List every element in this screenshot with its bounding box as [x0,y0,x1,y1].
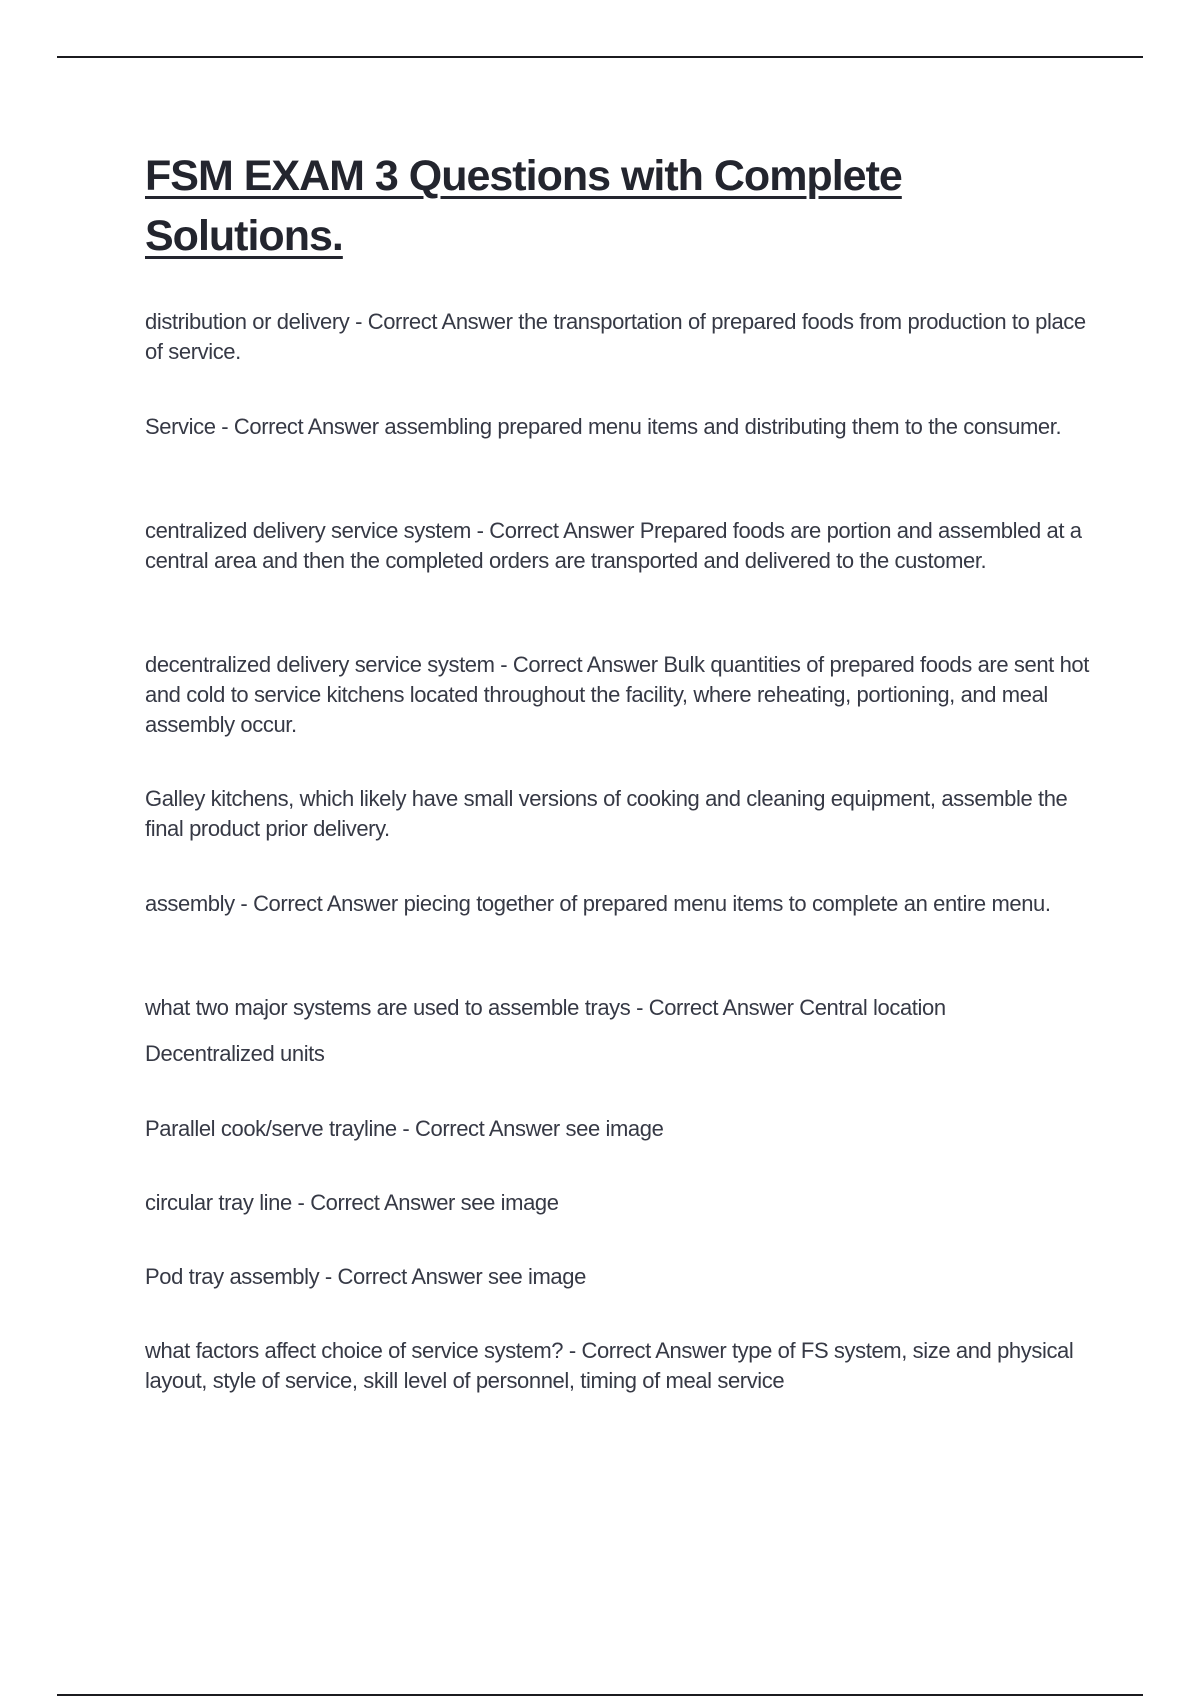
qa-entry-parallel-trayline: Parallel cook/serve trayline - Correct Answer see image [145,1116,664,1141]
qa-entry-galley-kitchens: Galley kitchens, which likely have small versions of cooking and cleaning equipment, assemble the final product prior delivery. [145,786,1068,841]
qa-entry-decentralized: decentralized delivery service system - Correct Answer Bulk quantities of prepared foods are sent hot and cold to service kitchens located throughout the facility, where reheating, portioning, and meal assembly occur. [145,652,1089,737]
qa-entry-service: Service - Correct Answer assembling prepared menu items and distributing them to the consumer. [145,414,1062,439]
qa-entry-distribution: distribution or delivery - Correct Answer the transportation of prepared foods from production to place of service. [145,309,1086,364]
qa-entry-pod-tray-assembly: Pod tray assembly - Correct Answer see image [145,1264,586,1289]
top-rule [57,56,1143,58]
document-title: FSM EXAM 3 Questions with Complete Solutions. [145,152,902,260]
qa-entry-centralized: centralized delivery service system - Correct Answer Prepared foods are portion and assembled at a central area and then the completed orders are transported and delivered to the customer. [145,518,1082,573]
qa-entry-assembly: assembly - Correct Answer piecing together of prepared menu items to complete an entire menu. [145,891,1051,916]
qa-entry-service-factors: what factors affect choice of service system? - Correct Answer type of FS system, size and physical layout, style of service, skill level of personnel, timing of meal service [145,1338,1074,1393]
qa-entry-tray-systems: what two major systems are used to assemble trays - Correct Answer Central location [145,995,946,1020]
qa-entry-circular-trayline: circular tray line - Correct Answer see image [145,1190,559,1215]
qa-entry-tray-systems-continued: Decentralized units [145,1041,325,1066]
bottom-rule [57,1694,1143,1696]
